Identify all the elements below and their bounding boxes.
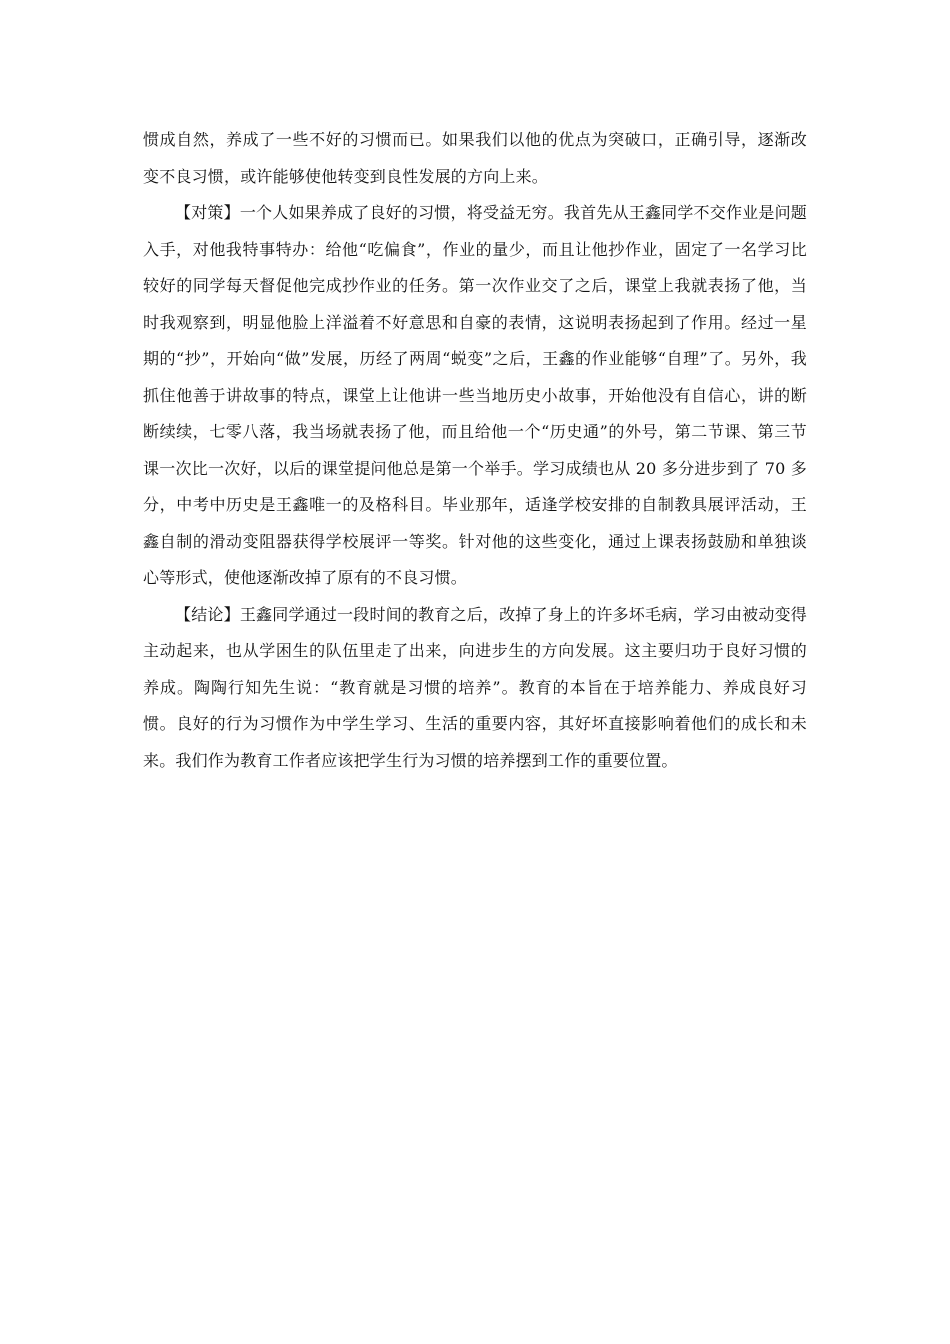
paragraph-text: 一个人如果养成了良好的习惯，将受益无穷。我首先从王鑫同学不交作业是问题入手，对他我特事特办：给他“吃偏食”，作业的量少，而且让他抄作业，固定了一名学习比较好的同学每天督促他完成抄作业的任务。第一次作业交了之后，课堂上我就表扬了他，当时我观察到，明显他脸上洋溢着不好意思和自豪的表情，这说明表扬起到了作用。经过一星期的“抄”，开始向“做”发展，历经了两周“蜕变”之后，王鑫的作业能够“自理”了。另外，我抓住他善于讲故事的特点，课堂上让他讲一些当地历史小故事，开始他没有自信心，讲的断断续续，七零八落，我当场就表扬了他，而且给他一个“历史通”的外号，第二节课、第三节课一次比一次好，以后的课堂提问他总是第一个举手。学习成绩也从 20 多分进步到了 70 多分，中考中历史是王鑫唯一的及格科目。毕业那年，适逢学校安排的自制教具展评活动，王鑫自制的滑动变阻器获得学校展评一等奖。针对他的这些变化，通过上课表扬鼓励和单独谈心等形式，使他逐渐改掉了原有的不良习惯。 xyxy=(143,203,807,587)
section-heading-strategy: 【对策】 xyxy=(175,203,240,222)
paragraph-text: 王鑫同学通过一段时间的教育之后，改掉了身上的许多坏毛病，学习由被动变得主动起来，也从学困生的队伍里走了出来，向进步生的方向发展。这主要归功于良好习惯的养成。陶陶行知先生说：“教育就是习惯的培养”。教育的本旨在于培养能力、养成良好习惯。良好的行为习惯作为中学生学习、生活的重要内容，其好坏直接影响着他们的成长和未来。我们作为教育工作者应该把学生行为习惯的培养摆到工作的重要位置。 xyxy=(143,604,807,770)
paragraph-strategy xyxy=(143,195,807,597)
paragraph-continuation xyxy=(143,122,807,195)
paragraph-conclusion xyxy=(143,597,807,780)
document-body xyxy=(143,122,807,779)
section-heading-conclusion: 【结论】 xyxy=(175,604,240,624)
paragraph-text: 惯成自然，养成了一些不好的习惯而已。如果我们以他的优点为突破口，正确引导，逐渐改变不良习惯，或许能够使他转变到良性发展的方向上来。 xyxy=(143,130,807,186)
